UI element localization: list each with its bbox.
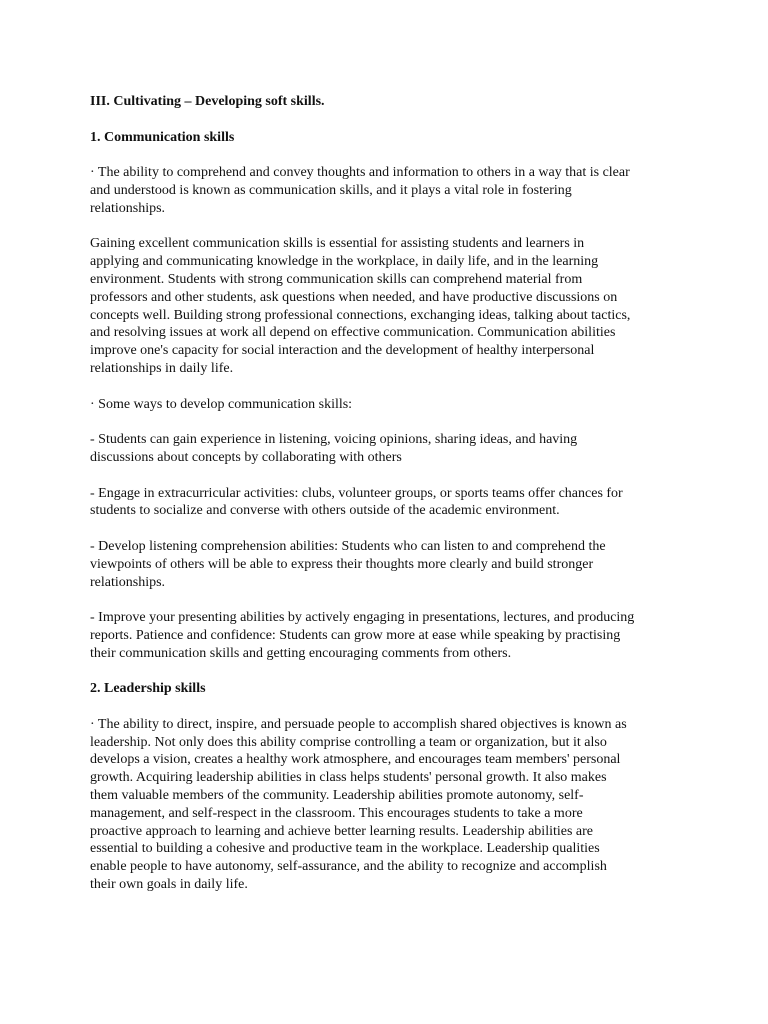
text-line: · The ability to comprehend and convey thoughts and information to others in a way that is clear — [90, 165, 630, 181]
text-line: Gaining excellent communication skills is essential for assisting students and learners in — [90, 236, 585, 252]
section-heading-leadership: 2. Leadership skills — [90, 681, 206, 697]
text-line: - Develop listening comprehension abilities: Students who can listen to and comprehend the — [90, 538, 606, 554]
text-line: - Engage in extracurricular activities: clubs, volunteer groups, or sports teams offer chances for — [90, 485, 623, 501]
text-line: develops a vision, creates a healthy work atmosphere, and encourages team members' personal — [90, 752, 621, 768]
text-line: · Some ways to develop communication skills: — [90, 396, 353, 412]
text-line: leadership. Not only does this ability comprise controlling a team or organization, but it also — [90, 734, 607, 750]
text-line: relationships. — [90, 574, 166, 590]
text-line: enable people to have autonomy, self-assurance, and the ability to recognize and accomplish — [90, 859, 607, 875]
text-line: improve one's capacity for social interaction and the development of healthy interpersonal — [90, 343, 595, 359]
text-line: them valuable members of the community. Leadership abilities promote autonomy, self- — [90, 788, 584, 804]
text-line: relationships. — [90, 200, 166, 216]
text-line: professors and other students, ask questions when needed, and have productive discussions on — [90, 289, 618, 305]
text-line: environment. Students with strong communication skills can comprehend material from — [90, 271, 583, 287]
text-line: students to socialize and converse with others outside of the academic environment. — [90, 503, 560, 519]
text-line: relationships in daily life. — [90, 360, 234, 376]
list-item-listening — [90, 538, 690, 591]
paragraph-leadership-definition — [90, 716, 690, 894]
text-line: applying and communicating knowledge in the workplace, in daily life, and in the learning — [90, 254, 599, 270]
text-line: reports. Patience and confidence: Students can grow more at ease while speaking by practising — [90, 627, 621, 643]
text-line: their own goals in daily life. — [90, 877, 248, 893]
text-line: viewpoints of others will be able to express their thoughts more clearly and build stronger — [90, 556, 594, 572]
text-line: management, and self-respect in the classroom. This encourages students to take a more — [90, 805, 583, 821]
text-line: essential to building a cohesive and productive team in the workplace. Leadership qualities — [90, 841, 600, 857]
text-line: their communication skills and getting encouraging comments from others. — [90, 645, 512, 661]
text-line: - Students can gain experience in listening, voicing opinions, sharing ideas, and having — [90, 432, 578, 448]
paragraph-ways-intro — [90, 396, 690, 414]
list-item-presenting — [90, 609, 690, 662]
paragraph-communication-definition — [90, 164, 690, 217]
text-line: discussions about concepts by collaborating with others — [90, 449, 402, 465]
text-line: and understood is known as communication skills, and it plays a vital role in fostering — [90, 182, 572, 198]
text-line: growth. Acquiring leadership abilities in class helps students' personal growth. It also makes — [90, 770, 607, 786]
paragraph-communication-importance — [90, 235, 690, 377]
text-line: concepts well. Building strong professional connections, exchanging ideas, talking about tactics, — [90, 307, 631, 323]
list-item-collaborating — [90, 431, 690, 467]
list-item-extracurricular — [90, 485, 690, 521]
text-line: and resolving issues at work all depend on effective communication. Communication abilities — [90, 325, 616, 341]
text-line: proactive approach to learning and achieve better learning results. Leadership abilities are — [90, 823, 594, 839]
text-line: - Improve your presenting abilities by actively engaging in presentations, lectures, and producing — [90, 610, 635, 626]
document-page — [90, 93, 690, 912]
text-line: · The ability to direct, inspire, and persuade people to accomplish shared objectives is known as — [90, 716, 627, 732]
section-heading-communication: 1. Communication skills — [90, 129, 235, 145]
main-heading: III. Cultivating – Developing soft skills. — [90, 94, 325, 109]
